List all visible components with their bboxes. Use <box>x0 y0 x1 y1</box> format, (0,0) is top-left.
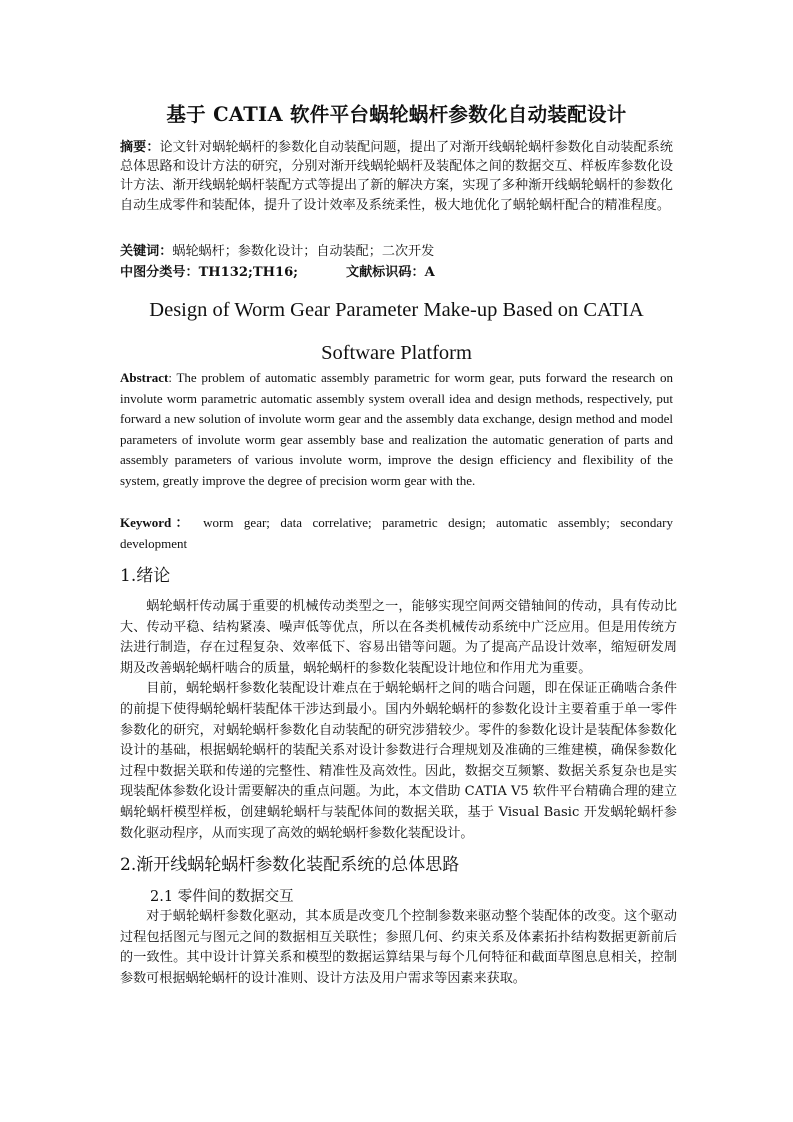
english-title-line-2: Software Platform <box>321 342 472 364</box>
document-code-value: A <box>424 265 435 280</box>
chinese-abstract-label: 摘要： <box>120 140 160 155</box>
section-1-paragraph-1: 蜗轮蜗杆传动属于重要的机械传动类型之一，能够实现空间两交错轴间的传动，具有传动比大、传动平稳、结构紧凑、噪声低等优点，所以在各类机械传动系统中广泛应用。但是用传统方法进行制造，存在过程复杂、效率低下、容易出错等问题。为了提高产品设计效率，缩短研发周期及改善蜗轮蜗杆啮合的质量，蜗轮蜗杆的参数化装配设计地位和作用尤为重要。 <box>120 599 677 676</box>
chinese-keywords-label: 关键词： <box>120 244 173 259</box>
english-keywords-text: worm gear; data correlative; parametric design; automatic assembly; secondary development <box>120 515 673 551</box>
classification-value: TH132;TH16; <box>198 265 299 280</box>
chinese-keywords <box>120 242 434 262</box>
document-code-label: 文献标识码： <box>346 265 425 280</box>
section-2-1-heading: 2.1 零件间的数据交互 <box>150 889 294 905</box>
chinese-keywords-text: 蜗轮蜗杆；参数化设计；自动装配；二次开发 <box>172 244 435 259</box>
english-keywords-label: Keyword： <box>120 515 193 530</box>
english-title <box>110 289 683 375</box>
english-abstract <box>120 368 673 492</box>
english-abstract-label: Abstract <box>120 370 169 385</box>
english-abstract-text: : The problem of automatic assembly parametric for worm gear, puts forward the research on involute worm parametric automatic assembly system overall idea and design methods, respectively, put forward a new solution of involute worm gear and the assembly data exchange, design method and model parameters of involute worm gear assembly base and realization the automatic generation of parts and assembly parameters of various involute worm, improve the design efficiency and flexibility of the system, greatly improve the degree of precision worm gear with the. <box>120 370 673 488</box>
section-1-paragraph-2: 目前，蜗轮蜗杆参数化装配设计难点在于蜗轮蜗杆之间的啮合问题，即在保证正确啮合条件的前提下使得蜗轮蜗杆装配体干涉达到最小。国内外蜗轮蜗杆的参数化设计主要着重于单一零件参数化的研究，对蜗轮蜗杆参数化自动装配的研究涉猎较少。零件的参数化设计是装配体参数化设计的基础，根据蜗轮蜗杆的装配关系对设计参数进行合理规划及准确的三维建模，确保参数化过程中数据关联和传递的完整性、精准性及高效性。因此，数据交互频繁、数据关系复杂也是实现装配体参数化设计需要解决的重点问题。为此，本文借助 CATIA V5 软件平台精确合理的建立蜗轮蜗杆模型样板，创建蜗轮蜗杆与装配体间的数据关联，基于 Visual Basic 开发蜗轮蜗杆参数化驱动程序，从而实现了高效的蜗轮蜗杆参数化装配设计。 <box>120 681 677 841</box>
section-1-heading: 1.绪论 <box>120 566 171 586</box>
classification-number <box>120 263 298 283</box>
english-title-line-1: Design of Worm Gear Parameter Make-up Based on CATIA <box>149 299 644 321</box>
section-2-1-body <box>120 907 677 989</box>
section-1-body <box>120 597 677 844</box>
english-keywords <box>120 513 673 554</box>
chinese-abstract-text: 论文针对蜗轮蜗杆的参数化自动装配问题，提出了对渐开线蜗轮蜗杆参数化自动装配系统总体思路和设计方法的研究，分别对渐开线蜗轮蜗杆及装配体之间的数据交互、样板库参数化设计方法、渐开线蜗轮蜗杆装配方式等提出了新的解决方案，实现了多种渐开线蜗轮蜗杆的参数化自动生成零件和装配体，提升了设计效率及系统柔性，极大地优化了蜗轮蜗杆配合的精准程度。 <box>120 140 674 213</box>
chinese-title: 基于 CATIA 软件平台蜗轮蜗杆参数化自动装配设计 <box>166 103 627 126</box>
section-2-1-paragraph-1: 对于蜗轮蜗杆参数化驱动，其本质是改变几个控制参数来驱动整个装配体的改变。这个驱动过程包括图元与图元之间的数据相互关联性；参照几何、约束关系及体素拓扑结构数据更新前后的一致性。其中设计计算关系和模型的数据运算结果与每个几何特征和截面草图息息相关，控制参数可根据蜗轮蜗杆的设计准则、设计方法及用户需求等因素来获取。 <box>120 909 677 986</box>
section-2-heading: 2.渐开线蜗轮蜗杆参数化装配系统的总体思路 <box>120 855 460 875</box>
document-code <box>346 263 435 283</box>
chinese-abstract <box>120 138 673 215</box>
classification-label: 中图分类号： <box>120 265 199 280</box>
